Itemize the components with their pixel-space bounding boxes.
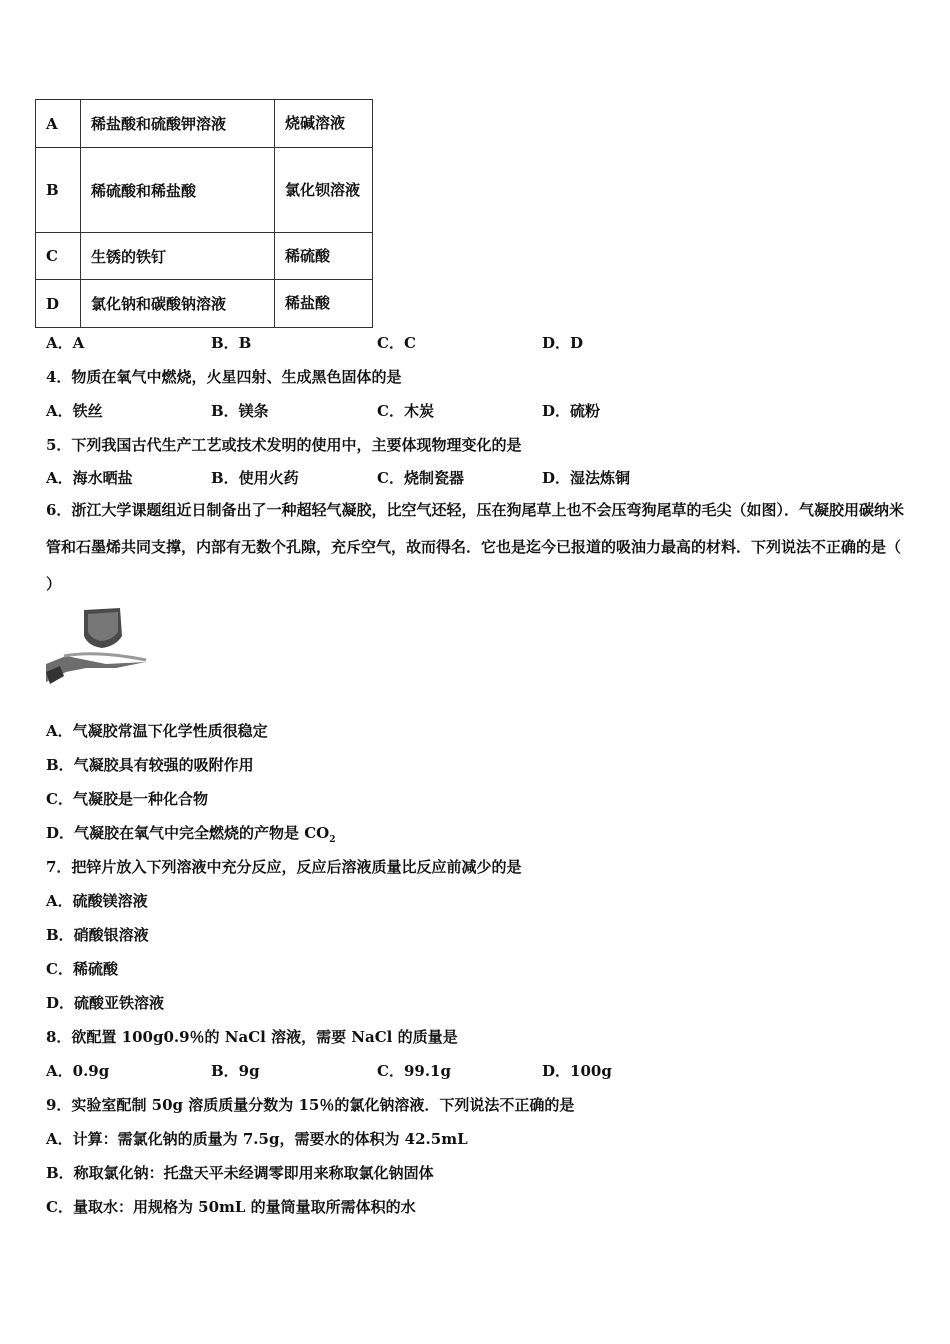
row-label: D — [36, 280, 81, 328]
q8-option-d: D．100g — [542, 1062, 612, 1080]
row-reagent-added: 稀盐酸 — [275, 280, 373, 328]
q5-stem: 5．下列我国古代生产工艺或技术发明的使用中，主要体现物理变化的是 — [46, 436, 522, 454]
q8-stem: 8．欲配置 100g0.9％的 NaCl 溶液，需要 NaCl 的质量是 — [46, 1028, 458, 1046]
q4-stem: 4．物质在氧气中燃烧，火星四射、生成黑色固体的是 — [46, 368, 402, 386]
table-row — [36, 280, 373, 328]
options-table — [35, 99, 373, 328]
q5-option-d: D．湿法炼铜 — [542, 469, 631, 487]
q9-option-b: B．称取氯化钠：托盘天平未经调零即用来称取氯化钠固体 — [46, 1164, 434, 1182]
row-reagent-added: 稀硫酸 — [275, 233, 373, 280]
q5-option-a: A．海水晒盐 — [46, 469, 133, 487]
q9-stem: 9．实验室配制 50g 溶质质量分数为 15％的氯化钠溶液．下列说法不正确的是 — [46, 1096, 575, 1114]
q8-option-b: B．9g — [211, 1062, 260, 1080]
q7-stem: 7．把锌片放入下列溶液中充分反应，反应后溶液质量比反应前减少的是 — [46, 858, 522, 876]
row-label: A — [36, 100, 81, 148]
q4-option-b: B．镁条 — [211, 402, 269, 420]
q4-option-c: C．木炭 — [377, 402, 434, 420]
q9-option-a: A．计算：需氯化钠的质量为 7.5g，需要水的体积为 42.5mL — [46, 1130, 468, 1148]
q3-option-d: D．D — [542, 334, 584, 352]
q9-option-c: C．量取水：用规格为 50mL 的量筒量取所需体积的水 — [46, 1198, 416, 1216]
aerogel-on-grass-figure — [46, 606, 150, 686]
q6-option-c: C．气凝胶是一种化合物 — [46, 790, 208, 808]
q6-option-d — [46, 822, 336, 845]
table-row — [36, 233, 373, 280]
row-reagent-mix: 氯化钠和碳酸钠溶液 — [81, 280, 275, 328]
q8-option-c: C．99.1g — [377, 1062, 451, 1080]
q7-option-a: A．硫酸镁溶液 — [46, 892, 148, 910]
q7-option-d: D．硫酸亚铁溶液 — [46, 994, 165, 1012]
row-reagent-added: 氯化钡溶液 — [275, 148, 373, 233]
q3-option-a: A．A — [46, 334, 85, 352]
q3-option-b: B．B — [211, 334, 252, 352]
q8-option-a: A．0.9g — [46, 1062, 110, 1080]
q5-option-b: B．使用火药 — [211, 469, 299, 487]
q6-option-a: A．气凝胶常温下化学性质很稳定 — [46, 722, 268, 740]
row-reagent-mix: 稀盐酸和硫酸钾溶液 — [81, 100, 275, 148]
q6-stem: 6．浙江大学课题组近日制备出了一种超轻气凝胶，比空气还轻，压在狗尾草上也不会压弯狗尾草的毛尖（如图）．气凝胶用碳纳米管和石墨烯共同支撑，内部有无数个孔隙，充斥空气，故而得名．它也是迄今已报道的吸油力最高的材料．下列说法不正确的是（ ） — [46, 501, 904, 593]
row-label: C — [36, 233, 81, 280]
row-label: B — [36, 148, 81, 233]
q6-option-d-subscript: 2 — [329, 835, 336, 845]
q4-option-d: D．硫粉 — [542, 402, 601, 420]
q7-option-c: C．稀硫酸 — [46, 960, 118, 978]
row-reagent-mix: 生锈的铁钉 — [81, 233, 275, 280]
q6-option-b: B．气凝胶具有较强的吸附作用 — [46, 756, 254, 774]
table-row — [36, 148, 373, 233]
table-row — [36, 100, 373, 148]
q6-option-d-text: D．气凝胶在氧气中完全燃烧的产物是 CO — [46, 824, 330, 842]
row-reagent-added: 烧碱溶液 — [275, 100, 373, 148]
q7-option-b: B．硝酸银溶液 — [46, 926, 149, 944]
row-reagent-mix: 稀硫酸和稀盐酸 — [81, 148, 275, 233]
q4-option-a: A．铁丝 — [46, 402, 103, 420]
q5-option-c: C．烧制瓷器 — [377, 469, 464, 487]
q3-option-c: C．C — [377, 334, 416, 352]
